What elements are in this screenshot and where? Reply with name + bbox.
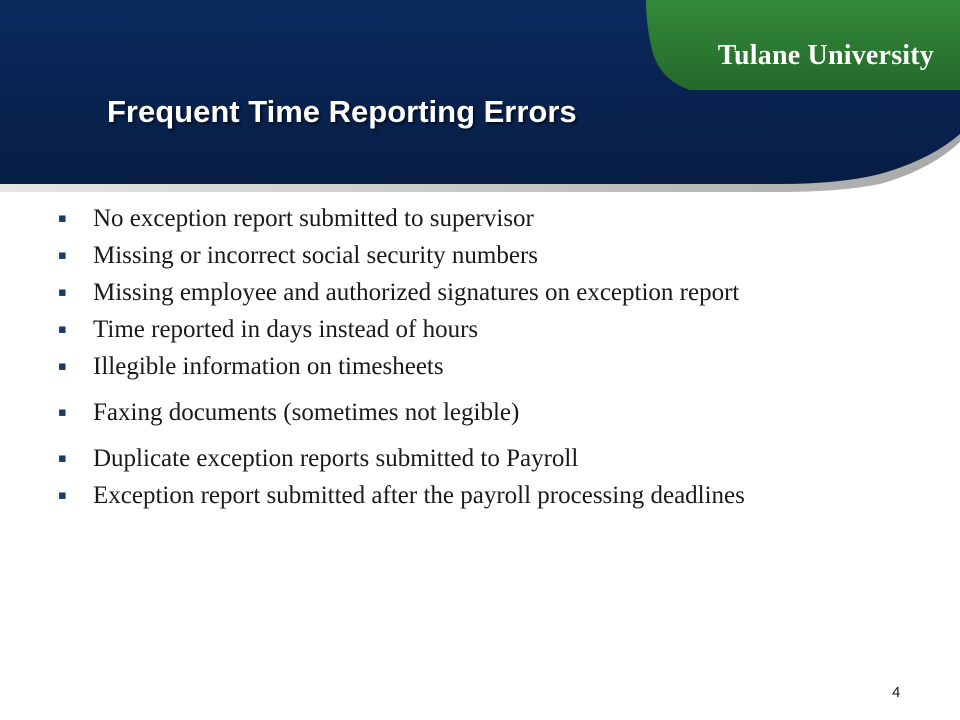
organization-name: Tulane University xyxy=(717,40,934,71)
bullet-text: Time reported in days instead of hours xyxy=(93,316,479,343)
bullet-item xyxy=(58,440,938,477)
bullet-item xyxy=(58,394,938,431)
square-bullet-icon: ▪ xyxy=(58,248,67,263)
bullet-text: Missing employee and authorized signatures on exception report xyxy=(93,279,740,306)
square-bullet-icon: ▪ xyxy=(58,451,67,466)
slide-title: Frequent Time Reporting Errors xyxy=(107,94,577,129)
bullet-item xyxy=(58,348,938,385)
bullet-item xyxy=(58,311,938,348)
square-bullet-icon: ▪ xyxy=(58,488,67,503)
square-bullet-icon: ▪ xyxy=(58,405,67,420)
bullet-item xyxy=(58,477,938,514)
square-bullet-icon: ▪ xyxy=(58,359,67,374)
bullet-text: Duplicate exception reports submitted to Payroll xyxy=(93,445,579,472)
bullet-text: Exception report submitted after the payroll processing deadlines xyxy=(93,482,745,509)
bullet-text: Missing or incorrect social security numbers xyxy=(93,242,539,269)
bullet-item xyxy=(58,200,938,237)
bullet-item xyxy=(58,237,938,274)
bullet-list xyxy=(58,200,938,514)
bullet-text: Faxing documents (sometimes not legible) xyxy=(93,399,520,426)
square-bullet-icon: ▪ xyxy=(58,211,67,226)
bullet-text: Illegible information on timesheets xyxy=(93,353,444,380)
square-bullet-icon: ▪ xyxy=(58,285,67,300)
bullet-item xyxy=(58,274,938,311)
bullet-text: No exception report submitted to supervisor xyxy=(93,205,534,232)
square-bullet-icon: ▪ xyxy=(58,322,67,337)
page-number: 4 xyxy=(892,684,901,701)
